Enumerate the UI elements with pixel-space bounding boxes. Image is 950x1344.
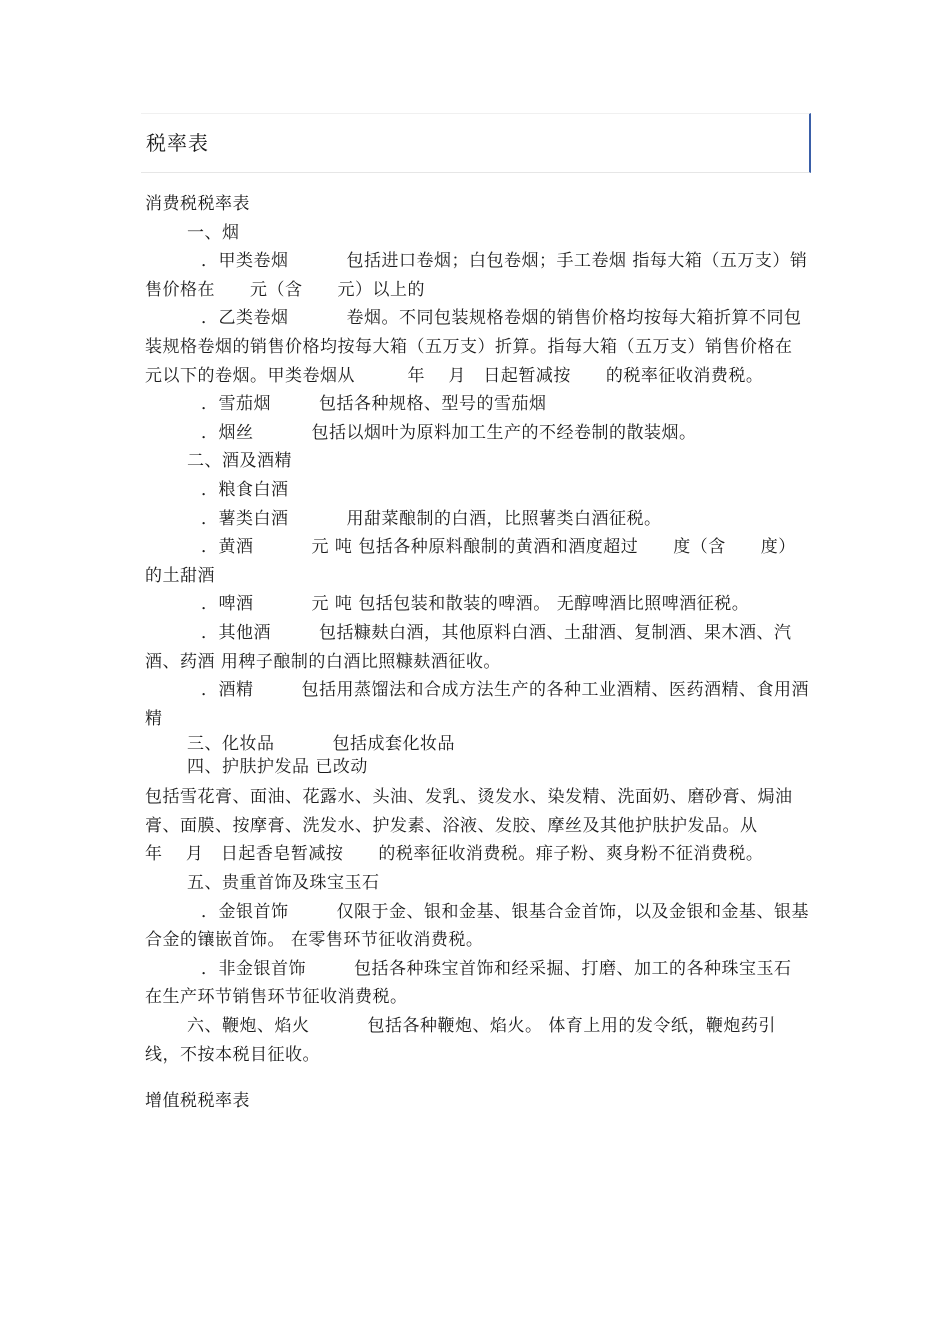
gold-item: [145, 898, 810, 955]
shred-label: ．烟丝: [201, 422, 254, 443]
shred-item: [145, 419, 810, 448]
yellow-item: [145, 533, 810, 590]
other-desc: 包括糠麸白酒，其他原料白酒、土甜酒、复制酒、果木酒、汽酒、药酒 用稗子酿制的白酒比照糠麸酒征收。: [145, 622, 792, 672]
skincare-heading: 四、护肤护发品 已改动: [187, 757, 368, 778]
yellow-desc: 包括各种原料酿制的黄酒和酒度超过 度（含 度）的土甜酒: [145, 537, 796, 586]
cosmetics-heading: 三、化妆品: [187, 734, 275, 755]
beer-desc: 包括包装和散装的啤酒。 无醇啤酒比照啤酒征税。: [358, 594, 750, 615]
beer-unit: 元 吨: [311, 594, 353, 615]
vat-heading: 增值税税率表: [145, 1091, 250, 1112]
other-label: ．其他酒: [201, 622, 271, 643]
cigar-desc: 包括各种规格、型号的雪茄烟: [319, 394, 547, 415]
potato-item: [145, 505, 810, 534]
alcohol-item: [145, 676, 810, 733]
cigar-label: ．雪茄烟: [201, 394, 271, 415]
consumption-heading: 消费税税率表: [145, 194, 250, 214]
alcohol-desc: 包括用蒸馏法和合成方法生产的各种工业酒精、医药酒精、食用酒精: [145, 680, 809, 729]
gold-desc: 仅限于金、银和金基、银基合金首饰，以及金银和金基、银基合金的镶嵌首饰。 在零售环节征收消费税。: [145, 901, 809, 951]
potato-desc: 用甜菜酿制的白酒，比照薯类白酒征税。: [346, 508, 662, 529]
beer-label: ．啤酒: [201, 594, 254, 615]
page-title: 税率表: [146, 131, 209, 155]
skincare-desc: 包括雪花膏、面油、花露水、头油、发乳、烫发水、染发精、洗面奶、磨砂膏、焗油膏、面膜、按摩膏、洗发水、护发素、浴液、发胶、摩丝及其他护肤护发品。从 年 月 日起香皂暂减按 的税率征收消费税。痱子粉、爽身粉不征消费税。: [145, 787, 810, 865]
document-body: [145, 190, 828, 1116]
cigar-item: [145, 390, 810, 419]
tobacco-b-item: [145, 304, 828, 390]
nongold-desc: 包括各种珠宝首饰和经采掘、打磨、加工的各种珠宝玉石 在生产环节销售环节征收消费税。: [145, 958, 792, 1008]
fireworks-desc: 包括各种鞭炮、焰火。 体育上用的发令纸，鞭炮药引线，不按本税目征收。: [145, 1016, 776, 1065]
shred-desc: 包括以烟叶为原料加工生产的不经卷制的散装烟。: [311, 422, 697, 443]
tobacco-b-label: ．乙类卷烟: [201, 308, 289, 329]
tobacco-a-desc: 包括进口卷烟；白包卷烟；手工卷烟 指每大箱（五万支）销售价格在 元（含 元）以上的: [145, 251, 808, 300]
yellow-unit: 元 吨: [311, 537, 353, 558]
nongold-label: ．非金银首饰: [201, 958, 306, 979]
alcohol-label: ．酒精: [201, 680, 254, 701]
tobacco-b-desc: 卷烟。不同包装规格卷烟的销售价格均按每大箱折算不同包装规格卷烟的销售价格均按每大箱（五万支）折算。指每大箱（五万支）销售价格在 元以下的卷烟。甲类卷烟从 年 月 日起暂减按 的税率征收消费税。: [145, 308, 828, 386]
other-item: [145, 619, 810, 676]
beer-item: [145, 590, 810, 619]
jewelry-heading: 五、贵重首饰及珠宝玉石: [187, 873, 380, 894]
gold-label: ．金银首饰: [201, 901, 289, 922]
cosmetics-desc: 包括成套化妆品: [332, 734, 455, 755]
yellow-label: ．黄酒: [201, 537, 254, 558]
tobacco-a-item: [145, 247, 810, 304]
tobacco-heading: 一、烟: [187, 222, 240, 243]
cosmetics-item: [145, 733, 810, 755]
title-box: [141, 113, 811, 173]
grain-item: ．粮食白酒: [201, 479, 289, 500]
tobacco-a-label: ．甲类卷烟: [201, 251, 289, 272]
liquor-heading: 二、酒及酒精: [187, 451, 292, 472]
potato-label: ．薯类白酒: [201, 508, 289, 529]
nongold-item: [145, 955, 810, 1012]
fireworks-item: [145, 1012, 810, 1069]
fireworks-heading: 六、鞭炮、焰火: [187, 1016, 310, 1037]
